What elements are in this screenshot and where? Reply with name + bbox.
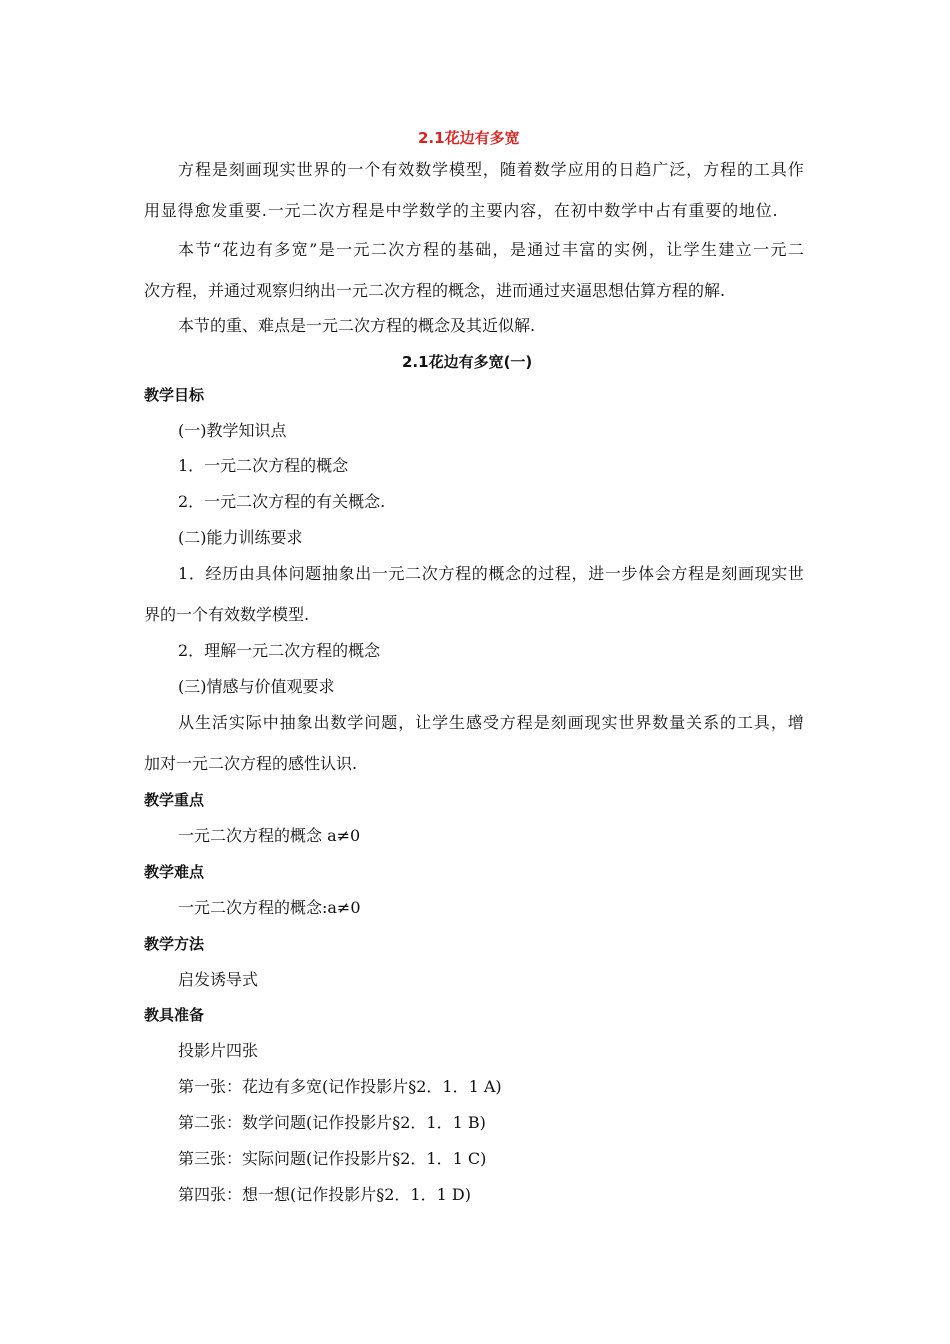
emotion-heading: (三)情感与价值观要求 (178, 677, 335, 696)
objectives-heading: 教学目标 (144, 386, 205, 404)
ability-item-2: 2．理解一元二次方程的概念 (178, 641, 381, 660)
knowledge-item-1: 1．一元二次方程的概念 (178, 456, 349, 475)
focus-heading: 教学重点 (144, 791, 205, 809)
ability-item-1-line-1: 1 ． 经 历 由 具 体 问 题 抽 象 出 一 元 二 次 方 程 的 概 念 的 过 程 ， 进 一 步 体 会 方 程 是 刻 画 现 实 世 (178, 564, 804, 583)
document-title: 2.1花边有多宽 (418, 129, 520, 147)
ability-item-1-line-2: 界的一个有效数学模型. (144, 605, 310, 624)
intro-paragraph-2-line-2: 次方程，并通过观察归纳出一元二次方程的概念，进而通过夹逼思想估算方程的解. (144, 281, 726, 300)
tools-heading: 教具准备 (144, 1006, 205, 1024)
tools-item-4: 第四张：想一想(记作投影片§2．1．1 D) (178, 1185, 471, 1204)
knowledge-heading: (一)教学知识点 (178, 421, 287, 440)
method-text: 启发诱导式 (178, 970, 259, 989)
tools-item-3: 第三张：实际问题(记作投影片§2．1．1 C) (178, 1149, 487, 1168)
knowledge-item-2: 2．一元二次方程的有关概念. (178, 492, 386, 511)
difficulty-heading: 教学难点 (144, 863, 205, 881)
section-subtitle: 2.1花边有多宽(一) (402, 353, 533, 371)
method-heading: 教学方法 (144, 935, 205, 953)
ability-heading: (二)能力训练要求 (178, 528, 303, 547)
difficulty-text: 一元二次方程的概念:a≠0 (178, 898, 361, 917)
intro-paragraph-2-line-1: 本 节 “ 花 边 有 多 宽 ” 是 一 元 二 次 方 程 的 基 础 ， 是 通 过 丰 富 的 实 例 ， 让 学 生 建 立 一 元 二 (178, 240, 804, 259)
tools-item-1: 第一张：花边有多宽(记作投影片§2．1．1 A) (178, 1077, 502, 1096)
intro-paragraph-3: 本节的重、难点是一元二次方程的概念及其近似解. (178, 316, 536, 335)
tools-intro: 投影片四张 (178, 1041, 259, 1060)
tools-item-2: 第二张：数学问题(记作投影片§2．1．1 B) (178, 1113, 486, 1132)
intro-paragraph-1-line-2: 用 显 得 愈 发 重 要 . 一 元 二 次 方 程 是 中 学 数 学 的 主 要 内 容 ， 在 初 中 数 学 中 占 有 重 要 的 地 位 . (144, 201, 778, 220)
emotion-item-line-1: 从 生 活 实 际 中 抽 象 出 数 学 问 题 ， 让 学 生 感 受 方 程 是 刻 画 现 实 世 界 数 量 关 系 的 工 具 ， 增 (178, 713, 804, 732)
intro-paragraph-1-line-1: 方 程 是 刻 画 现 实 世 界 的 一 个 有 效 数 学 模 型 ， 随 着 数 学 应 用 的 日 趋 广 泛 ， 方 程 的 工 具 作 (178, 160, 804, 179)
emotion-item-line-2: 加对一元二次方程的感性认识. (144, 754, 358, 773)
focus-text: 一元二次方程的概念 a≠0 (178, 826, 361, 845)
